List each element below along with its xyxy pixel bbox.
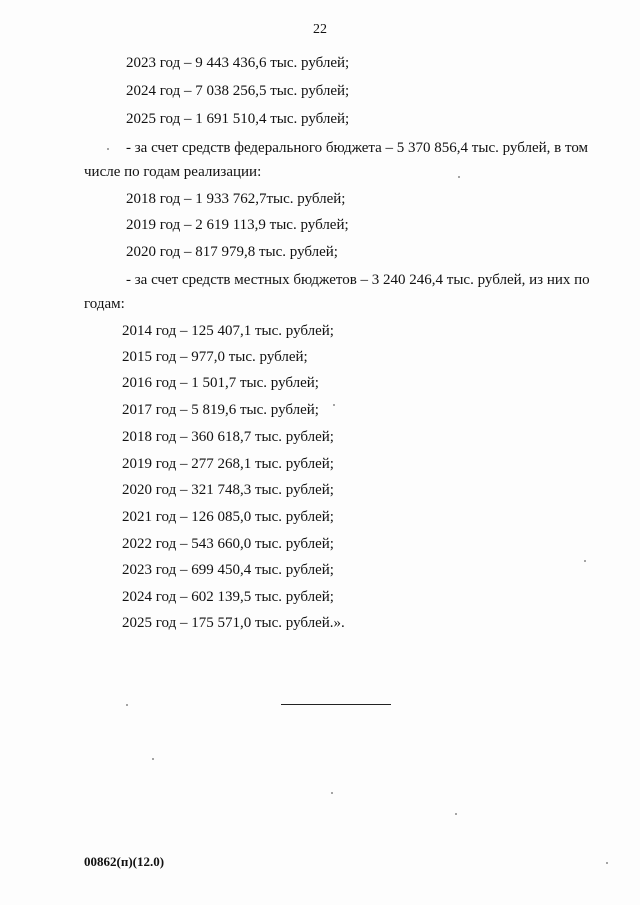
- local-year-2025: 2025 год – 175 571,0 тыс. рублей.».: [122, 615, 345, 631]
- federal-year-2018: 2018 год – 1 933 762,7тыс. рублей;: [126, 191, 346, 207]
- scan-speck: [126, 704, 128, 706]
- line-2023-total: 2023 год – 9 443 436,6 тыс. рублей;: [126, 55, 350, 71]
- scan-speck: [331, 792, 333, 794]
- local-year-2017: 2017 год – 5 819,6 тыс. рублей;: [122, 402, 319, 418]
- page-number: 22: [313, 22, 327, 37]
- local-year-2023: 2023 год – 699 450,4 тыс. рублей;: [122, 562, 334, 578]
- scan-speck: [107, 148, 109, 150]
- federal-budget-paragraph-cont: числе по годам реализации:: [84, 164, 262, 180]
- scan-speck: [152, 758, 154, 760]
- federal-budget-paragraph: - за счет средств федерального бюджета – 5 370 856,4 тыс. рублей, в том: [126, 140, 589, 156]
- local-budget-paragraph: - за счет средств местных бюджетов – 3 240 246,4 тыс. рублей, из них по: [126, 272, 590, 288]
- end-separator-line: [281, 704, 391, 705]
- line-2025-total: 2025 год – 1 691 510,4 тыс. рублей;: [126, 111, 350, 127]
- scan-speck: [606, 862, 608, 864]
- local-year-2016: 2016 год – 1 501,7 тыс. рублей;: [122, 375, 319, 391]
- local-budget-paragraph-cont: годам:: [84, 296, 125, 312]
- scan-speck: [584, 560, 586, 562]
- local-year-2015: 2015 год – 977,0 тыс. рублей;: [122, 349, 308, 365]
- local-year-2024: 2024 год – 602 139,5 тыс. рублей;: [122, 589, 334, 605]
- local-year-2022: 2022 год – 543 660,0 тыс. рублей;: [122, 536, 334, 552]
- local-year-2020: 2020 год – 321 748,3 тыс. рублей;: [122, 482, 334, 498]
- scan-speck: [455, 813, 457, 815]
- federal-year-2019: 2019 год – 2 619 113,9 тыс. рублей;: [126, 217, 349, 233]
- local-year-2021: 2021 год – 126 085,0 тыс. рублей;: [122, 509, 334, 525]
- federal-year-2020: 2020 год – 817 979,8 тыс. рублей;: [126, 244, 338, 260]
- document-code: 00862(п)(12.0): [84, 854, 165, 869]
- line-2024-total: 2024 год – 7 038 256,5 тыс. рублей;: [126, 83, 350, 99]
- local-year-2014: 2014 год – 125 407,1 тыс. рублей;: [122, 323, 334, 339]
- scan-speck: [333, 404, 335, 406]
- local-year-2018: 2018 год – 360 618,7 тыс. рублей;: [122, 429, 334, 445]
- local-year-2019: 2019 год – 277 268,1 тыс. рублей;: [122, 456, 334, 472]
- scan-speck: [458, 176, 460, 178]
